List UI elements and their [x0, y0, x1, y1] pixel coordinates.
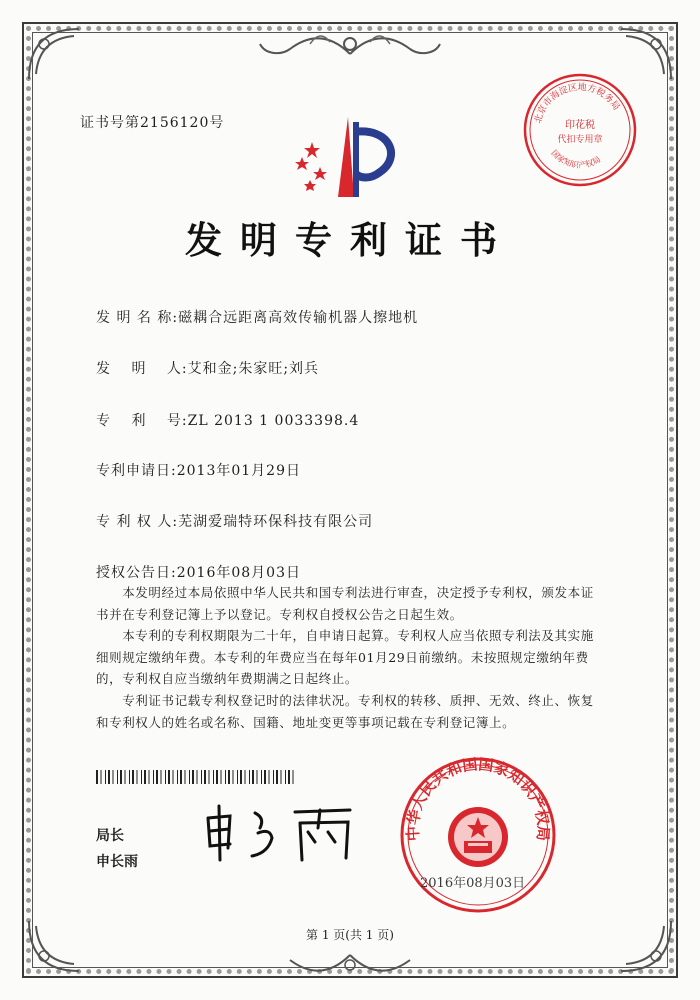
tax-stamp	[520, 70, 640, 190]
field-value: 2013年01月29日	[176, 463, 301, 479]
patent-office-logo-icon	[290, 112, 410, 202]
field-label: 发 明 名 称:	[96, 310, 179, 326]
field-value: 2016年08月03日	[176, 565, 301, 581]
body-paragraph: 本发明经过本局依照中华人民共和国专利法进行审查，决定授予专利权，颁发本证书并在专利登记簿上予以登记。专利权自授权公告之日起生效。	[96, 585, 594, 622]
signatory-name: 申长雨	[96, 854, 138, 870]
seal-date: 2016年08月03日	[420, 876, 526, 891]
stamp-inner-text-2: 代扣专用章	[557, 135, 603, 145]
field-value: 磁耦合远距离高效传输机器人擦地机	[178, 310, 419, 326]
stamp-bottom-text: 国家知识产权局	[549, 148, 603, 170]
handwritten-signature	[200, 798, 360, 868]
field-label: 专 利 权 人:	[96, 514, 179, 530]
field-patent-number	[96, 410, 359, 430]
body-paragraph: 专利证书记载专利权登记时的法律状况。专利权的转移、质押、无效、终止、恢复和专利权人的姓名或名称、国籍、地址变更等事项记载在专利登记簿上。	[96, 692, 594, 730]
body-paragraph: 本专利的专利权期限为二十年，自申请日起算。专利权人应当依照专利法及其实施细则规定缴纳年费。本专利的年费应当在每年01月29日前缴纳。未按照规定缴纳年费的，专利权自应当缴纳年费期满之日起终止。	[96, 628, 594, 687]
field-value: ZL 2013 1 0033398.4	[187, 413, 360, 429]
top-ornament-icon	[250, 24, 450, 64]
certificate-title: 发明专利证书	[185, 219, 515, 262]
signatory-role: 局长	[96, 828, 124, 844]
page-footer: 第 1 页(共 1 页)	[306, 928, 394, 942]
bottom-ornament-icon	[270, 945, 430, 985]
field-label: 发 明 人:	[96, 361, 188, 377]
svg-text:国家知识产权局	[549, 148, 602, 170]
stamp-inner-text-1: 印花税	[565, 120, 595, 131]
field-application-date	[96, 460, 301, 480]
field-label: 专利申请日:	[96, 463, 177, 479]
field-invention-name	[96, 307, 418, 327]
field-inventors	[96, 358, 319, 378]
field-grant-date	[96, 562, 301, 582]
barcode	[96, 770, 296, 784]
field-value: 芜湖爱瑞特环保科技有限公司	[178, 514, 374, 530]
corner-ornament-icon	[24, 916, 84, 976]
field-value: 艾和金;朱家旺;刘兵	[187, 361, 320, 377]
field-label: 专 利 号:	[96, 413, 188, 429]
stamp-outer-text: 北京市海淀区地方税务局	[533, 82, 622, 125]
certificate-body	[96, 582, 606, 733]
national-ip-office-seal	[398, 755, 558, 915]
field-label: 授权公告日:	[96, 565, 177, 581]
seal-text: 中华人民共和国国家知识产权局	[403, 755, 553, 842]
corner-ornament-icon	[616, 916, 676, 976]
field-patentee	[96, 511, 373, 531]
national-emblem-icon	[448, 807, 508, 867]
certificate-number: 证书号第2156120号	[80, 115, 225, 131]
corner-ornament-icon	[24, 24, 84, 84]
